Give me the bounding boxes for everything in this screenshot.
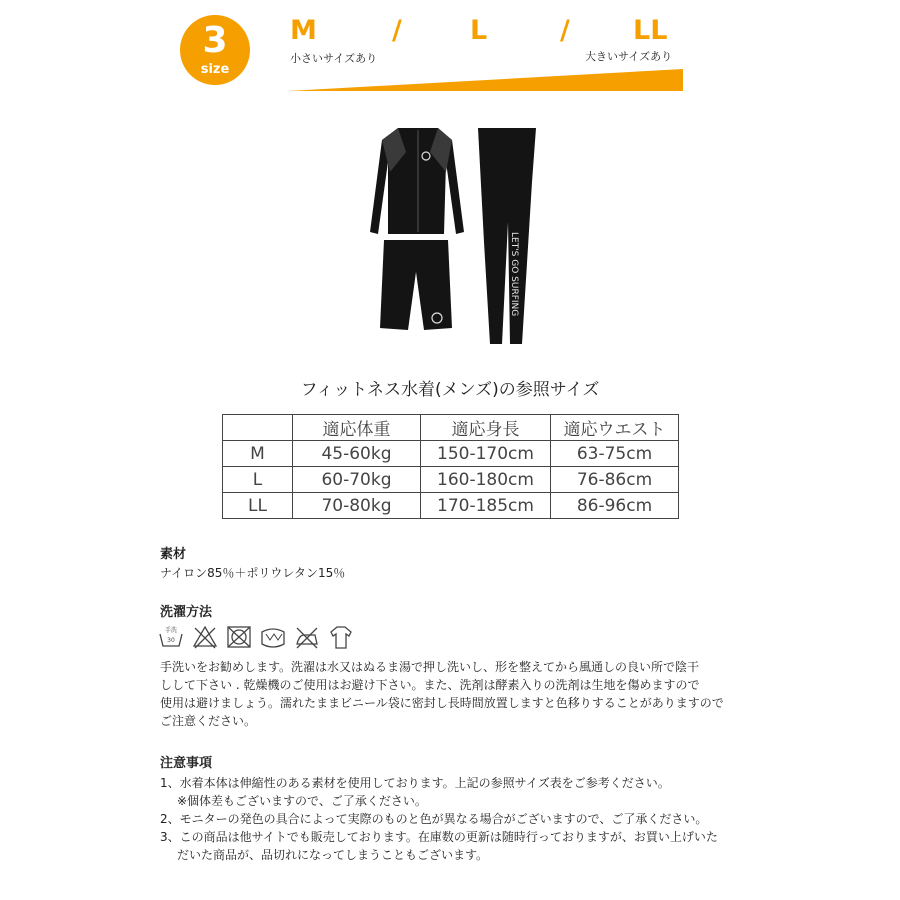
table-header-row bbox=[223, 415, 679, 441]
no-bleach-icon bbox=[192, 624, 218, 650]
washing-instructions bbox=[160, 658, 724, 730]
notice-list bbox=[160, 774, 760, 864]
rash-guard-jacket bbox=[370, 128, 464, 234]
washing-heading: 洗濯方法 bbox=[160, 605, 213, 620]
badge-label: size bbox=[200, 62, 230, 77]
table-cell: M bbox=[223, 441, 293, 467]
size-options bbox=[288, 14, 683, 48]
size-l: L bbox=[470, 15, 488, 46]
notice-heading: 注意事項 bbox=[160, 756, 213, 771]
washing-line: ご注意ください。 bbox=[160, 714, 257, 728]
table-cell: 160-180cm bbox=[421, 467, 551, 493]
badge-number: 3 bbox=[202, 20, 228, 61]
table-cell: 45-60kg bbox=[293, 441, 421, 467]
size-gradient-bar bbox=[288, 67, 683, 93]
hand-wash-temp: 30 bbox=[167, 637, 175, 644]
care-icons bbox=[158, 624, 358, 652]
small-size-note: 小さいサイズあり bbox=[290, 52, 378, 65]
table-cell: 63-75cm bbox=[551, 441, 679, 467]
size-reference-table bbox=[222, 414, 679, 519]
no-tumble-dry-icon bbox=[226, 624, 252, 650]
size-count-badge bbox=[180, 15, 250, 85]
size-table-title: フィットネス水着(メンズ)の参照サイズ bbox=[300, 380, 600, 400]
table-cell: L bbox=[223, 467, 293, 493]
no-iron-icon bbox=[294, 624, 320, 650]
table-header-cell: 適応体重 bbox=[293, 415, 421, 441]
leggings-print-text: LET'S GO SURFING bbox=[509, 232, 519, 317]
table-cell: 150-170cm bbox=[421, 441, 551, 467]
notice-line: だいた商品が、品切れになってしまうこともございます。 bbox=[177, 848, 489, 862]
table-cell: 70-80kg bbox=[293, 493, 421, 519]
swim-leggings bbox=[478, 128, 536, 344]
size-ll: LL bbox=[633, 15, 668, 46]
size-separator: / bbox=[560, 15, 570, 46]
table-cell: 60-70kg bbox=[293, 467, 421, 493]
washing-line: しして下さい . 乾燥機のご使用はお避け下さい。また、洗剤は酵素入りの洗剤は生地を傷めますので bbox=[160, 678, 700, 692]
table-row bbox=[223, 467, 679, 493]
washing-line: 使用は避けましょう。濡れたままビニール袋に密封し長時間放置しますと色移りすることがありますので bbox=[160, 696, 724, 710]
table-header-cell bbox=[223, 415, 293, 441]
table-cell: LL bbox=[223, 493, 293, 519]
hand-wash-label: 手洗 bbox=[164, 627, 178, 634]
notice-line: 2、モニターの発色の具合によって実際のものと色が異なる場合がございますので、ご了承ください。 bbox=[160, 812, 708, 826]
washing-line: 手洗いをお勧めします。洗濯は水又はぬるま湯で押し洗いし、形を整えてから風通しの良い所で陰干 bbox=[160, 660, 700, 674]
swimsuit-product-image bbox=[360, 122, 545, 350]
table-cell: 76-86cm bbox=[551, 467, 679, 493]
hand-wash-icon bbox=[158, 624, 184, 650]
table-cell: 170-185cm bbox=[421, 493, 551, 519]
table-cell: 86-96cm bbox=[551, 493, 679, 519]
table-header-cell: 適応ウエスト bbox=[551, 415, 679, 441]
table-row bbox=[223, 493, 679, 519]
hang-dry-icon bbox=[328, 624, 354, 650]
notice-line: ※個体差もございますので、ご了承ください。 bbox=[177, 794, 427, 808]
wash-net-icon bbox=[260, 624, 286, 650]
large-size-note: 大きいサイズあり bbox=[585, 50, 673, 63]
notice-line: 1、水着本体は伸縮性のある素材を使用しております。上記の参照サイズ表をご参考ください。 bbox=[160, 776, 670, 790]
material-heading: 素材 bbox=[160, 547, 187, 562]
notice-line: 3、この商品は他サイトでも販売しております。在庫数の更新は随時行っておりますが、お買い上げいた bbox=[160, 830, 718, 844]
size-m: M bbox=[290, 15, 317, 46]
swim-shorts bbox=[380, 240, 452, 330]
size-separator: / bbox=[392, 15, 402, 46]
material-text: ナイロン85％＋ポリウレタン15％ bbox=[160, 566, 346, 580]
table-header-cell: 適応身長 bbox=[421, 415, 551, 441]
table-row bbox=[223, 441, 679, 467]
